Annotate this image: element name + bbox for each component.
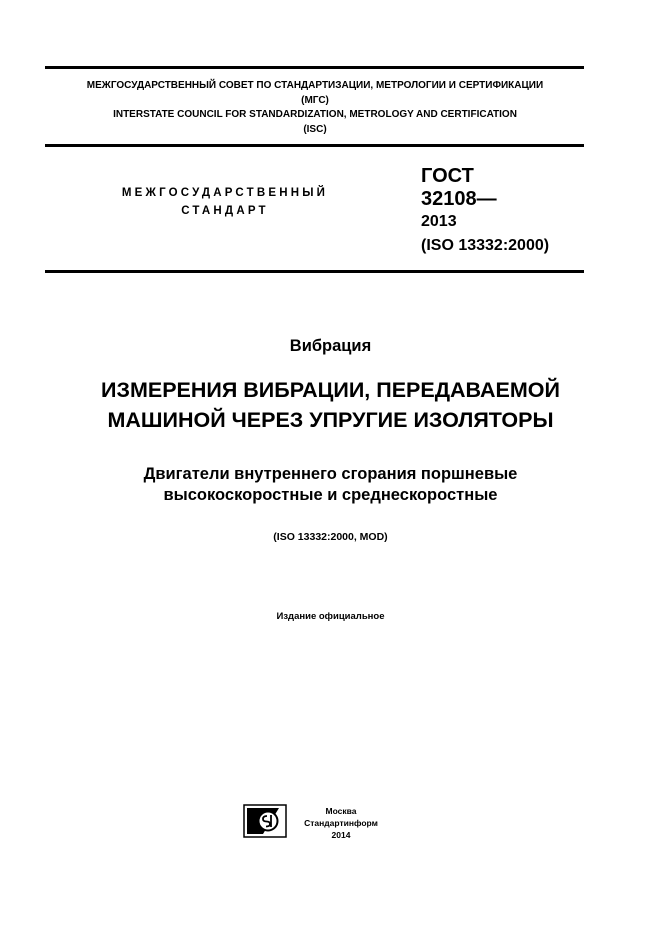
- subtitle: [0, 464, 661, 506]
- standard-rule: [45, 270, 584, 273]
- main-title: [0, 375, 661, 435]
- subtitle-line1: Двигатели внутреннего сгорания поршневые: [143, 465, 518, 483]
- edition-label: Издание официальное: [276, 611, 385, 622]
- council-ru: МЕЖГОСУДАРСТВЕННЫЙ СОВЕТ ПО СТАНДАРТИЗАЦИИ, МЕТРОЛОГИИ И СЕРТИФИКАЦИИ: [86, 80, 544, 91]
- council-en-abbr: (ISC): [303, 123, 327, 135]
- publisher-year: 2014: [331, 830, 351, 840]
- iso-mod-reference: (ISO 13332:2000, MOD): [273, 531, 388, 543]
- standard-kind: [90, 184, 360, 220]
- council-en: INTERSTATE COUNCIL FOR STANDARDIZATION, METROLOGY AND CERTIFICATION: [113, 109, 517, 120]
- main-title-line1: ИЗМЕРЕНИЯ ВИБРАЦИИ, ПЕРЕДАВАЕМОЙ: [101, 378, 560, 402]
- header-rule: [45, 144, 584, 147]
- gost-iso-ref: (ISO 13332:2000): [421, 237, 550, 254]
- gost-year: 2013: [421, 213, 457, 230]
- gost-number: 32108—: [421, 188, 497, 210]
- council-header: [45, 79, 585, 137]
- gost-label: ГОСТ: [421, 165, 474, 187]
- gost-designation: [421, 165, 549, 258]
- council-ru-abbr: (МГС): [301, 94, 329, 106]
- main-title-line2: МАШИНОЙ ЧЕРЕЗ УПРУГИЕ ИЗОЛЯТОРЫ: [107, 408, 554, 432]
- standard-kind-line1: МЕЖГОСУДАРСТВЕННЫЙ: [121, 187, 329, 199]
- subtitle-line2: высокоскоростные и среднескоростные: [163, 486, 498, 504]
- category-title: Вибрация: [289, 337, 372, 355]
- standartinform-logo-icon: [243, 804, 287, 838]
- publisher-info: [296, 805, 386, 841]
- top-rule: [45, 66, 584, 69]
- publisher-city: Москва: [325, 806, 357, 816]
- publisher-name: Стандартинформ: [304, 818, 378, 828]
- standard-kind-line2: СТАНДАРТ: [181, 205, 269, 217]
